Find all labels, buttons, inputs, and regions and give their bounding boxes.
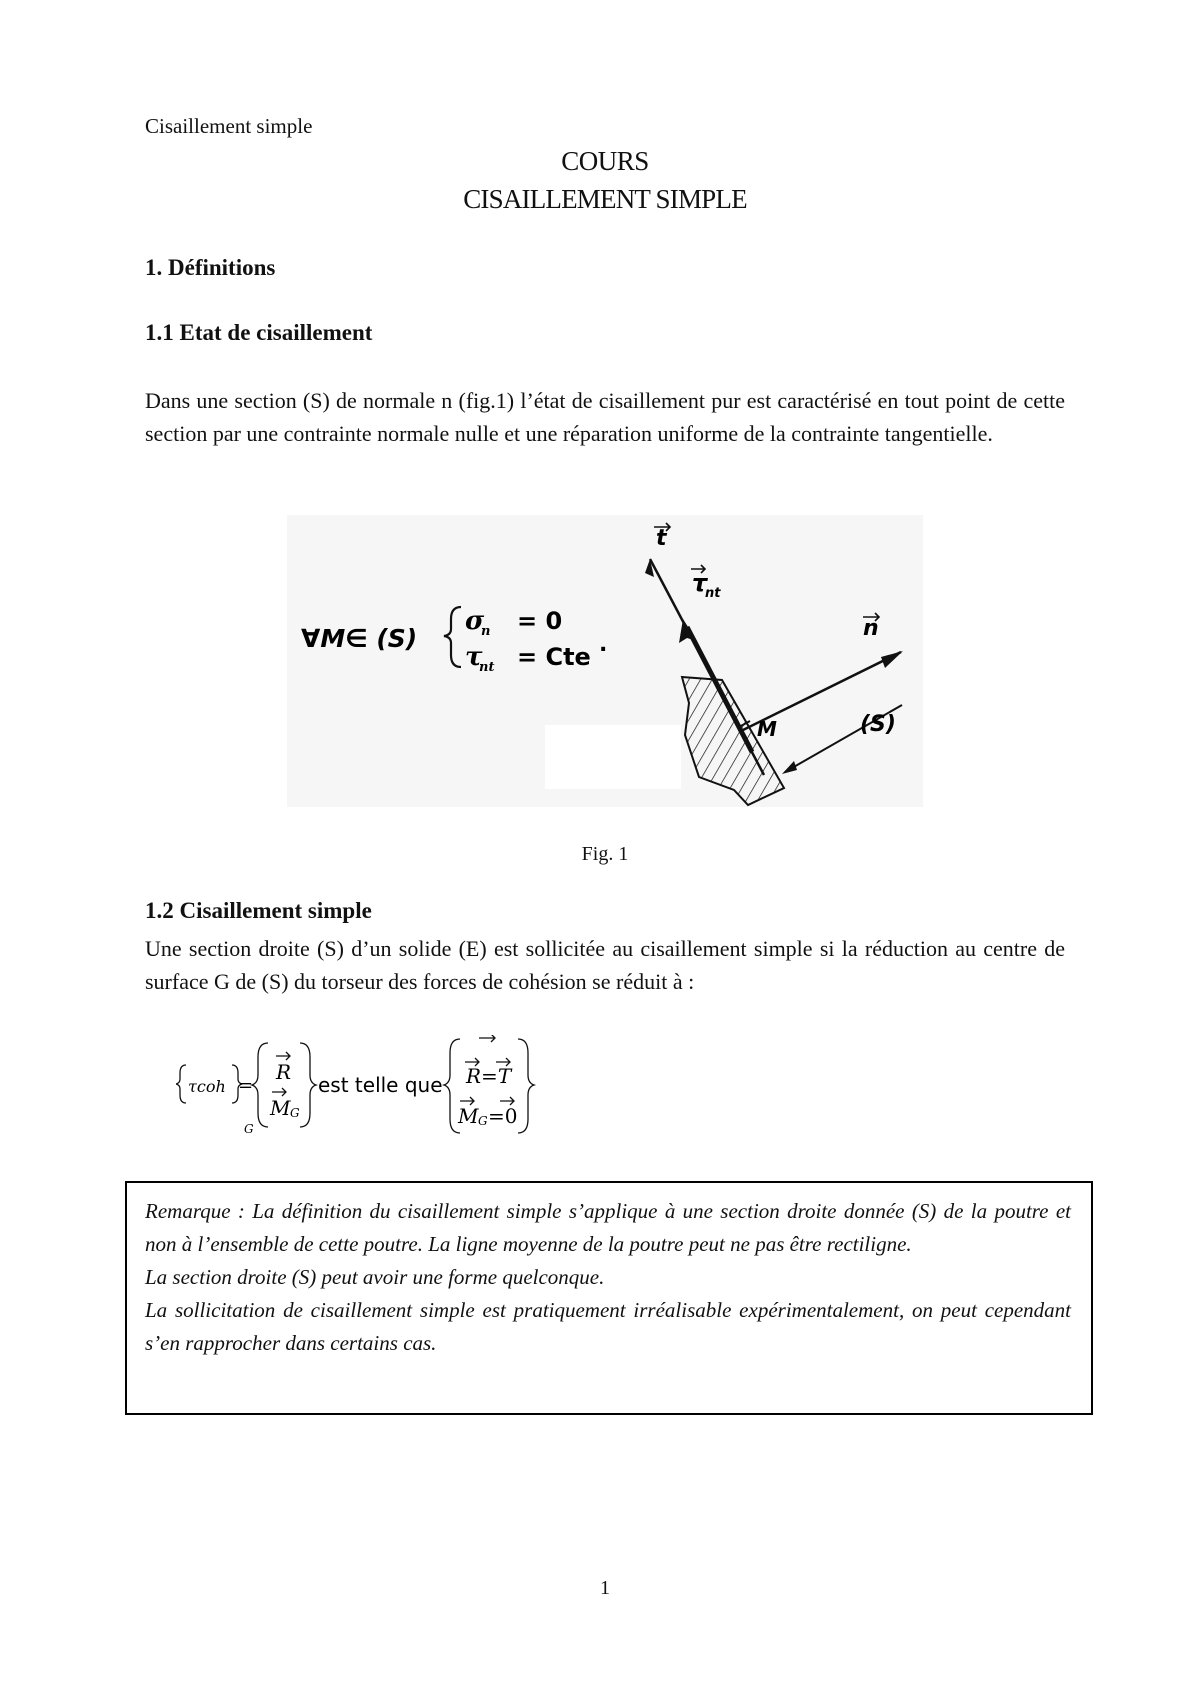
label-t: t [656,526,667,551]
eq1-sub: n [481,624,491,639]
eq1-rhs: = 0 [517,607,563,635]
torsor-equals: = [238,1075,254,1096]
document-title: COURS [561,146,649,176]
label-tau: τ [692,569,708,597]
moment-m-sub: G [290,1106,300,1120]
r-m-open-brace [252,1043,268,1127]
eq1-lhs: σ [465,606,485,636]
label-m: M [757,717,777,741]
section-heading-cisaillement-simple: 1.2 Cisaillement simple [145,898,372,923]
torsor-g-sub: G [244,1122,254,1136]
paragraph-etat: Dans une section (S) de normale n (fig.1) l’état de cisaillement pur est caractérisé en tout point de cette section par une contrainte normale nulle et une réparation uniforme de la contrainte tangentielle. [145,388,1065,446]
moment-m: M [270,1096,291,1120]
label-s: (S) [860,712,896,737]
torsor-lhs: τcoh [188,1077,226,1096]
label-tau-sub: nt [705,586,721,601]
page-number: 1 [600,1577,610,1599]
resultant-r: R [276,1060,292,1084]
lhs-open-brace [176,1065,186,1103]
section-heading-definitions: 1. Définitions [145,255,276,280]
paragraph-cisaillement-simple: Une section droite (S) d’un solide (E) est sollicitée au cisaillement simple si la réduction au centre de surface G de (S) du torseur des forces de cohésion se réduit à : [145,936,1065,994]
remark-line-2: La section droite (S) peut avoir une forme quelconque. [145,1265,605,1289]
eq2-rhs: = Cte [517,643,591,671]
torsor-formula-svg [176,1035,566,1160]
torsor-formula [176,1035,566,1160]
r-vector-arrow [276,1052,290,1060]
r-eq-arrow-top [479,1035,495,1042]
condition-prefix: ∀M∈ (S) [301,624,418,653]
remark-box [125,1181,1093,1415]
figure-1-svg [287,515,923,807]
section-heading-etat: 1.1 Etat de cisaillement [145,320,373,345]
remark-text [145,1195,1071,1360]
remark-line-3: La sollicitation de cisaillement simple est pratiquement irréalisable expérimentalement, on peut cependant s’en rapprocher dans certains cas. [145,1298,1071,1355]
eq-period: . [599,632,608,657]
eq2-sub: nt [479,660,495,675]
document-subtitle: CISAILLEMENT SIMPLE [463,184,747,214]
condition-m-rhs: =0 [488,1104,518,1128]
label-n: n [863,616,879,641]
condition-close-brace [518,1039,534,1133]
eq2-lhs: τ [465,642,483,672]
figure-caption: Fig. 1 [581,843,629,865]
running-header: Cisaillement simple [145,114,313,138]
figure-1 [287,515,923,807]
r-m-close-brace [300,1043,316,1127]
condition-m-sub: G [478,1114,488,1128]
m-vector-arrow [272,1088,286,1096]
figure-blank-patch [545,725,681,789]
condition-m: M [458,1104,479,1128]
formula-middle-text: est telle que [318,1073,443,1097]
condition-r-eq-t: R=T [466,1064,512,1088]
remark-line-1: Remarque : La définition du cisaillement simple s’applique à une section droite donnée (S) de la poutre et non à l’ensemble de cette poutre. La ligne moyenne de la poutre peut ne pas être rectiligne. [145,1199,1071,1256]
